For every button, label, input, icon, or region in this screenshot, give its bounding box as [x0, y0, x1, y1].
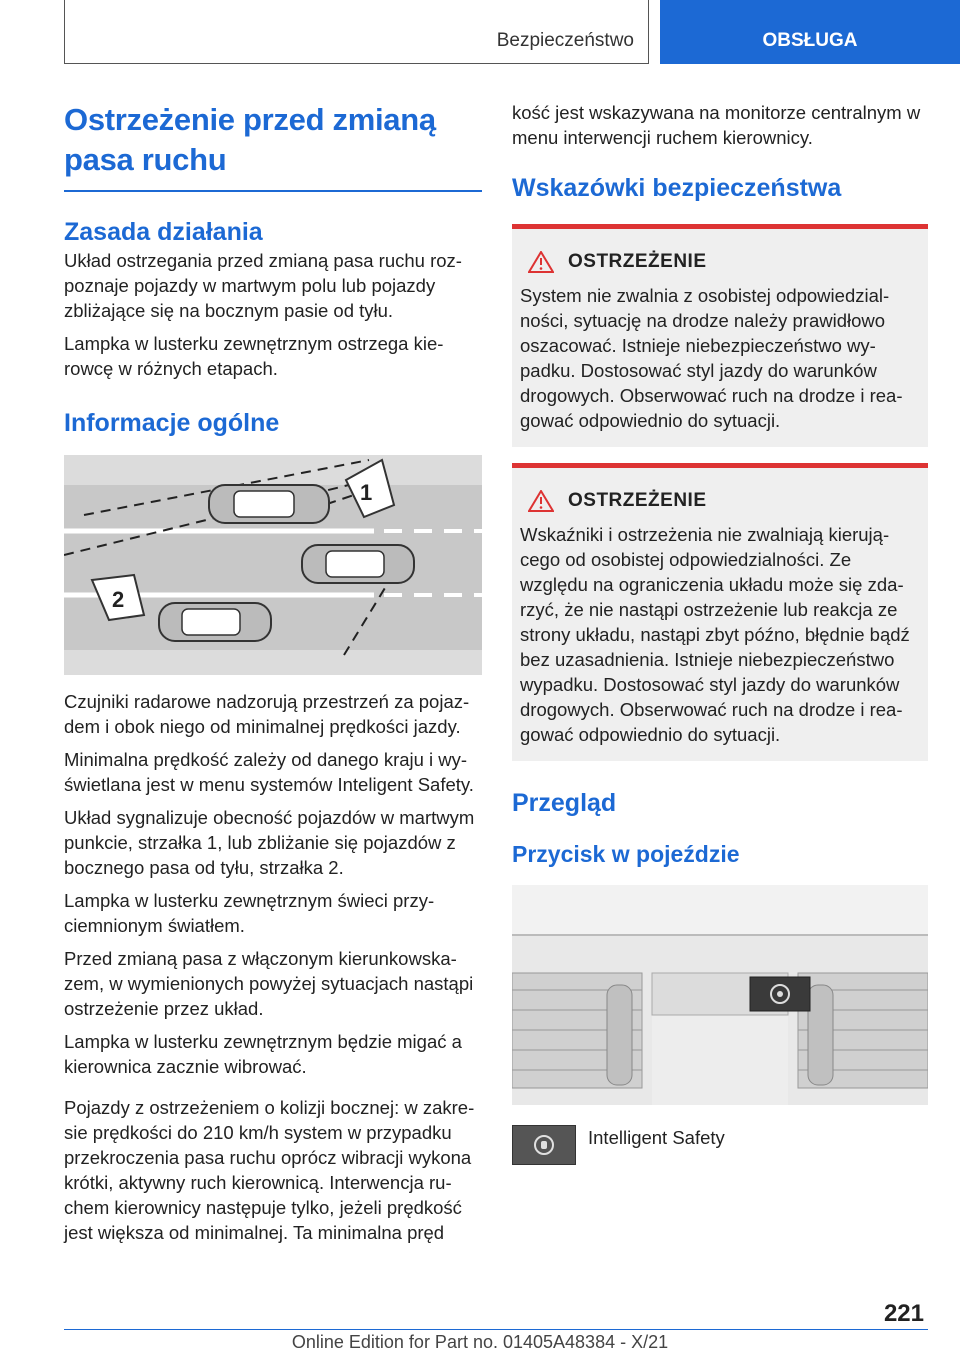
warning-triangle-icon [528, 251, 554, 273]
air-vent-icon [798, 973, 928, 1088]
warning-title-text: OSTRZEŻENIE [568, 251, 707, 272]
button-label: Intelligent Safety [588, 1127, 725, 1148]
warning-text: Wskaźniki i ostrzeżenia nie zwalniają kierującego od osobistej odpowiedzialności. Ze względu na ograniczenia układu może się zdarzyć, że nie nastąpi ostrzeżenie lub reakcja ze strony układu, nastąpi zbyt późno, błędnie bądź bez uzasadnienia. Istnieje niebezpieczeństwo wypadku. Dostosować styl jazdy do warunków drogowych. Obserwować ruch na drodze i reagować odpowiednio do sytuacji. [520, 524, 910, 745]
paragraph: Układ sygnalizuje obecność pojazdów w martwym punkcie, strzałka 1, lub zbliżanie się pojazdów z bocznego pasa od tyłu, strzałka 2. [64, 807, 475, 878]
footer-edition: Online Edition for Part no. 01405A48384 - X/21 [291, 1332, 669, 1352]
paragraph: Lampka w lusterku zewnętrznym będzie migać a kierownica zacznie wibrować. [64, 1031, 462, 1077]
title-rule [64, 190, 482, 192]
paragraph: Czujniki radarowe nadzorują przestrzeń za pojazdem i obok niego od minimalnej prędkości jazdy. [64, 691, 470, 737]
air-vent-icon [512, 973, 642, 1088]
heading-overview: Przegląd [512, 789, 617, 817]
warning-title [528, 490, 920, 512]
intelligent-safety-button-icon [512, 1125, 576, 1165]
footer-rule [64, 1329, 928, 1330]
dashboard-photo-svg [512, 885, 928, 1105]
lane-diagram-svg [64, 455, 482, 675]
heading-safety: Wskazówki bezpieczeństwa [512, 174, 842, 202]
warning-title-text: OSTRZEŻENIE [568, 490, 707, 511]
paragraph: kość jest wskazywana na monitorze centralnym w menu interwencji ruchem kierownicy. [512, 102, 921, 148]
header-chapter-label: OBSŁUGA [762, 30, 858, 51]
paragraph: Przed zmianą pasa z włączonym kierunkowskazem, w wymienionych powyżej sytuacjach nastąpi ostrzeżenie przez układ. [64, 948, 474, 1019]
car-icon [209, 485, 329, 523]
heading-general: Informacje ogólne [64, 409, 280, 437]
paragraph: Lampka w lusterku zewnętrznym ostrzega kierowcę w różnych etapach. [64, 333, 444, 379]
page-number: 221 [883, 1300, 924, 1327]
lane-change-diagram [64, 455, 482, 675]
car-icon [302, 545, 414, 583]
paragraph: Minimalna prędkość zależy od danego kraju i wyświetlana jest w menu systemów Inteligent Safety. [64, 749, 474, 795]
heading-principle: Zasada działania [64, 218, 263, 246]
button-legend [512, 1125, 928, 1165]
car-icon [159, 603, 271, 641]
header-section-title: Bezpieczeństwo [496, 30, 634, 51]
shield-car-icon [533, 1134, 555, 1156]
arrow-2-label: 2 [112, 587, 125, 612]
header-chapter-tab[interactable] [660, 0, 960, 64]
vehicle-button-photo [512, 885, 928, 1105]
warning-box [512, 463, 928, 761]
arrow-1-label: 1 [360, 480, 373, 505]
warning-text: System nie zwalnia z osobistej odpowiedzialności, sytuację na drodze należy prawidłowo oszacować. Istnieje niebezpieczeństwo wypadku. Dostosować styl jazdy do warunków drogowych. Obserwować ruch na drodze i reagować odpowiednio do sytuacji. [520, 285, 903, 431]
page-title: Ostrzeżenie przed zmianą pasa ruchu [64, 102, 436, 177]
intelligent-safety-button[interactable] [750, 977, 810, 1011]
warning-title [528, 251, 920, 273]
paragraph: Układ ostrzegania przed zmianą pasa ruchu rozpoznaje pojazdy w martwym polu lub pojazdy zbliżające się na bocznym pasie od tyłu. [64, 250, 462, 321]
warning-box [512, 224, 928, 447]
paragraph: Pojazdy z ostrzeżeniem o kolizji bocznej: w zakresie prędkości do 210 km/h system w przypadku przekroczenia pasa ruchu oprócz wibracji wykona krótki, aktywny ruch kierownicą. Interwencja ruchem kierownicy następuje tylko, jeżeli prędkość jest większa od minimalnej. Ta minimalna pręd [64, 1097, 475, 1243]
header-section-box [64, 0, 649, 64]
paragraph: Lampka w lusterku zewnętrznym świeci przyciemnionym światłem. [64, 890, 435, 936]
left-column [64, 100, 482, 1253]
right-column [512, 100, 928, 1165]
warning-triangle-icon [528, 490, 554, 512]
heading-button: Przycisk w pojeździe [512, 841, 740, 867]
